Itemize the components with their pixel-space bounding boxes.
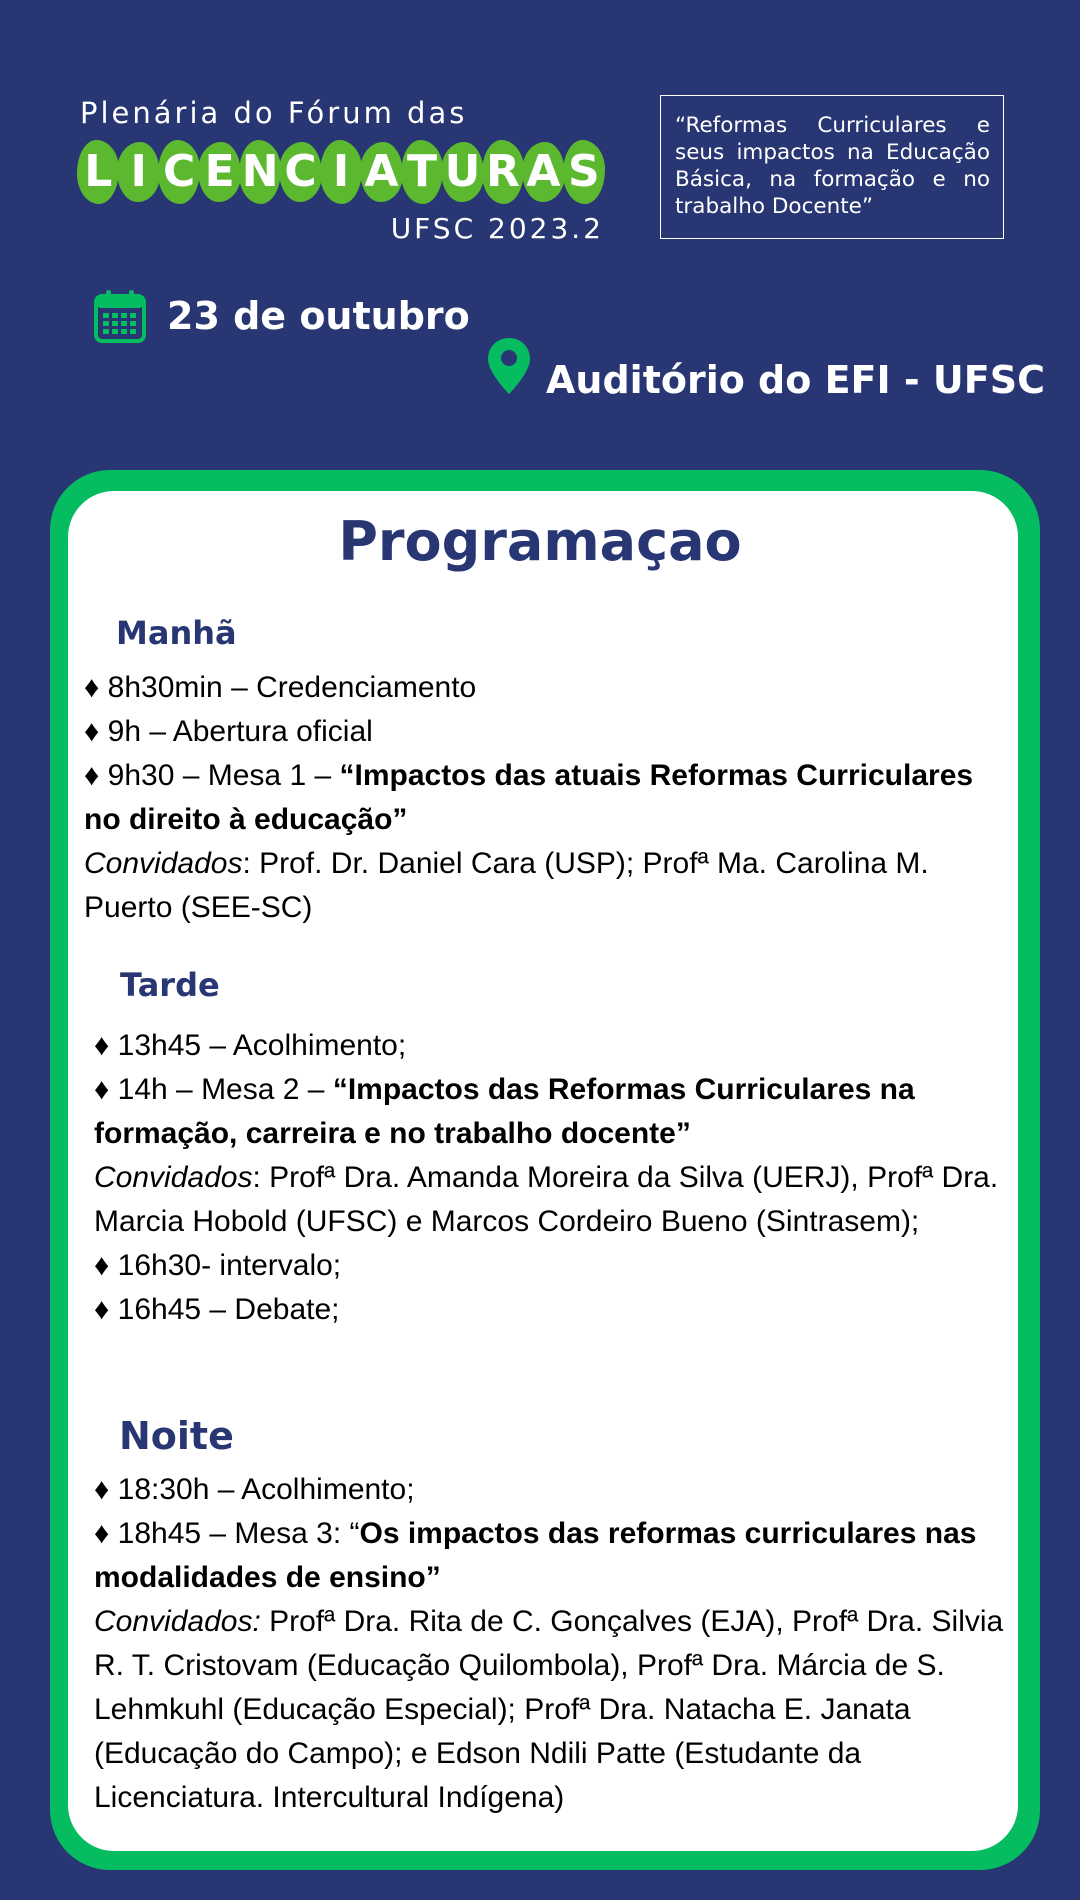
- logo-letter: N: [239, 140, 281, 204]
- logo-letter: C: [158, 140, 200, 204]
- list-item-mesa: ♦ 18h45 – Mesa 3: “Os impactos das reformas curriculares nas modalidades de ensino”: [94, 1517, 977, 1594]
- map-pin-icon: [486, 336, 532, 396]
- location-text: Auditório do EFI - UFSC: [546, 358, 1045, 402]
- logo-letter: U: [441, 142, 483, 202]
- period-heading-night: Noite: [119, 1414, 234, 1458]
- morning-schedule: [84, 666, 1004, 930]
- logo-top-text: Plenária do Fórum das: [80, 96, 468, 130]
- list-item: ♦ 16h45 – Debate;: [94, 1293, 340, 1326]
- logo-letter: L: [77, 140, 119, 204]
- logo-letter: T: [401, 140, 443, 204]
- afternoon-schedule: [94, 1024, 1004, 1332]
- logo-letter: C: [279, 142, 321, 202]
- guests: Convidados: Prof. Dr. Daniel Cara (USP); Profª Ma. Carolina M. Puerto (SEE-SC): [84, 847, 929, 924]
- guests-label: Convidados: [84, 847, 243, 880]
- logo-letter: S: [563, 140, 605, 204]
- period-heading-morning: Manhã: [116, 614, 237, 652]
- period-heading-afternoon: Tarde: [120, 966, 220, 1004]
- event-logo: [78, 96, 608, 256]
- logo-subtitle: UFSC 2023.2: [390, 212, 604, 245]
- theme-box: “Reformas Curriculares e seus impactos na Educação Básica, na formação e no trabalho Docente”: [660, 95, 1004, 239]
- logo-letter: A: [360, 142, 402, 202]
- list-item-mesa: ♦ 14h – Mesa 2 – “Impactos das Reformas Curriculares na formação, carreira e no trabalho docente”: [94, 1073, 915, 1150]
- logo-letter: E: [198, 142, 240, 202]
- night-schedule: [94, 1468, 1004, 1820]
- guests: Convidados: Profª Dra. Amanda Moreira da Silva (UERJ), Profª Dra. Marcia Hobold (UFSC) e Marcos Cordeiro Bueno (Sintrasem);: [94, 1161, 999, 1238]
- logo-letter: R: [482, 140, 524, 204]
- list-item: ♦ 13h45 – Acolhimento;: [94, 1029, 407, 1062]
- mesa-title: Os impactos das reformas curriculares nas modalidades de ensino”: [94, 1517, 977, 1594]
- guests-label: Convidados: [94, 1161, 253, 1194]
- list-item: ♦ 16h30- intervalo;: [94, 1249, 342, 1282]
- guests-label: Convidados:: [94, 1605, 261, 1638]
- guests: Convidados: Profª Dra. Rita de C. Gonçalves (EJA), Profª Dra. Silvia R. T. Cristovam (Educação Quilombola), Profª Dra. Márcia de S. Lehmkuhl (Educação Especial); Profª Dra. Natacha E. Janata (Educação do Campo); e Edson Ndili Patte (Estudante da Licenciatura. Intercultural Indígena): [94, 1605, 1004, 1814]
- list-item-mesa: ♦ 9h30 – Mesa 1 – “Impactos das atuais Reformas Curriculares no direito à educação”: [84, 759, 974, 836]
- program-title: Programaçao: [338, 510, 742, 573]
- logo-letter: A: [522, 142, 564, 202]
- calendar-icon: [93, 288, 147, 344]
- list-item: ♦ 9h – Abertura oficial: [84, 715, 373, 748]
- list-item: ♦ 8h30min – Credenciamento: [84, 671, 477, 704]
- date-text: 23 de outubro: [167, 294, 470, 338]
- logo-letter: I: [117, 142, 159, 202]
- list-item: ♦ 18:30h – Acolhimento;: [94, 1473, 415, 1506]
- logo-word: [78, 140, 604, 204]
- mesa-title: “Impactos das atuais Reformas Curriculares no direito à educação”: [84, 759, 974, 836]
- mesa-title: “Impactos das Reformas Curriculares na formação, carreira e no trabalho docente”: [94, 1073, 915, 1150]
- event-location: [486, 332, 1045, 402]
- event-date: [93, 288, 470, 344]
- logo-letter: I: [320, 140, 362, 204]
